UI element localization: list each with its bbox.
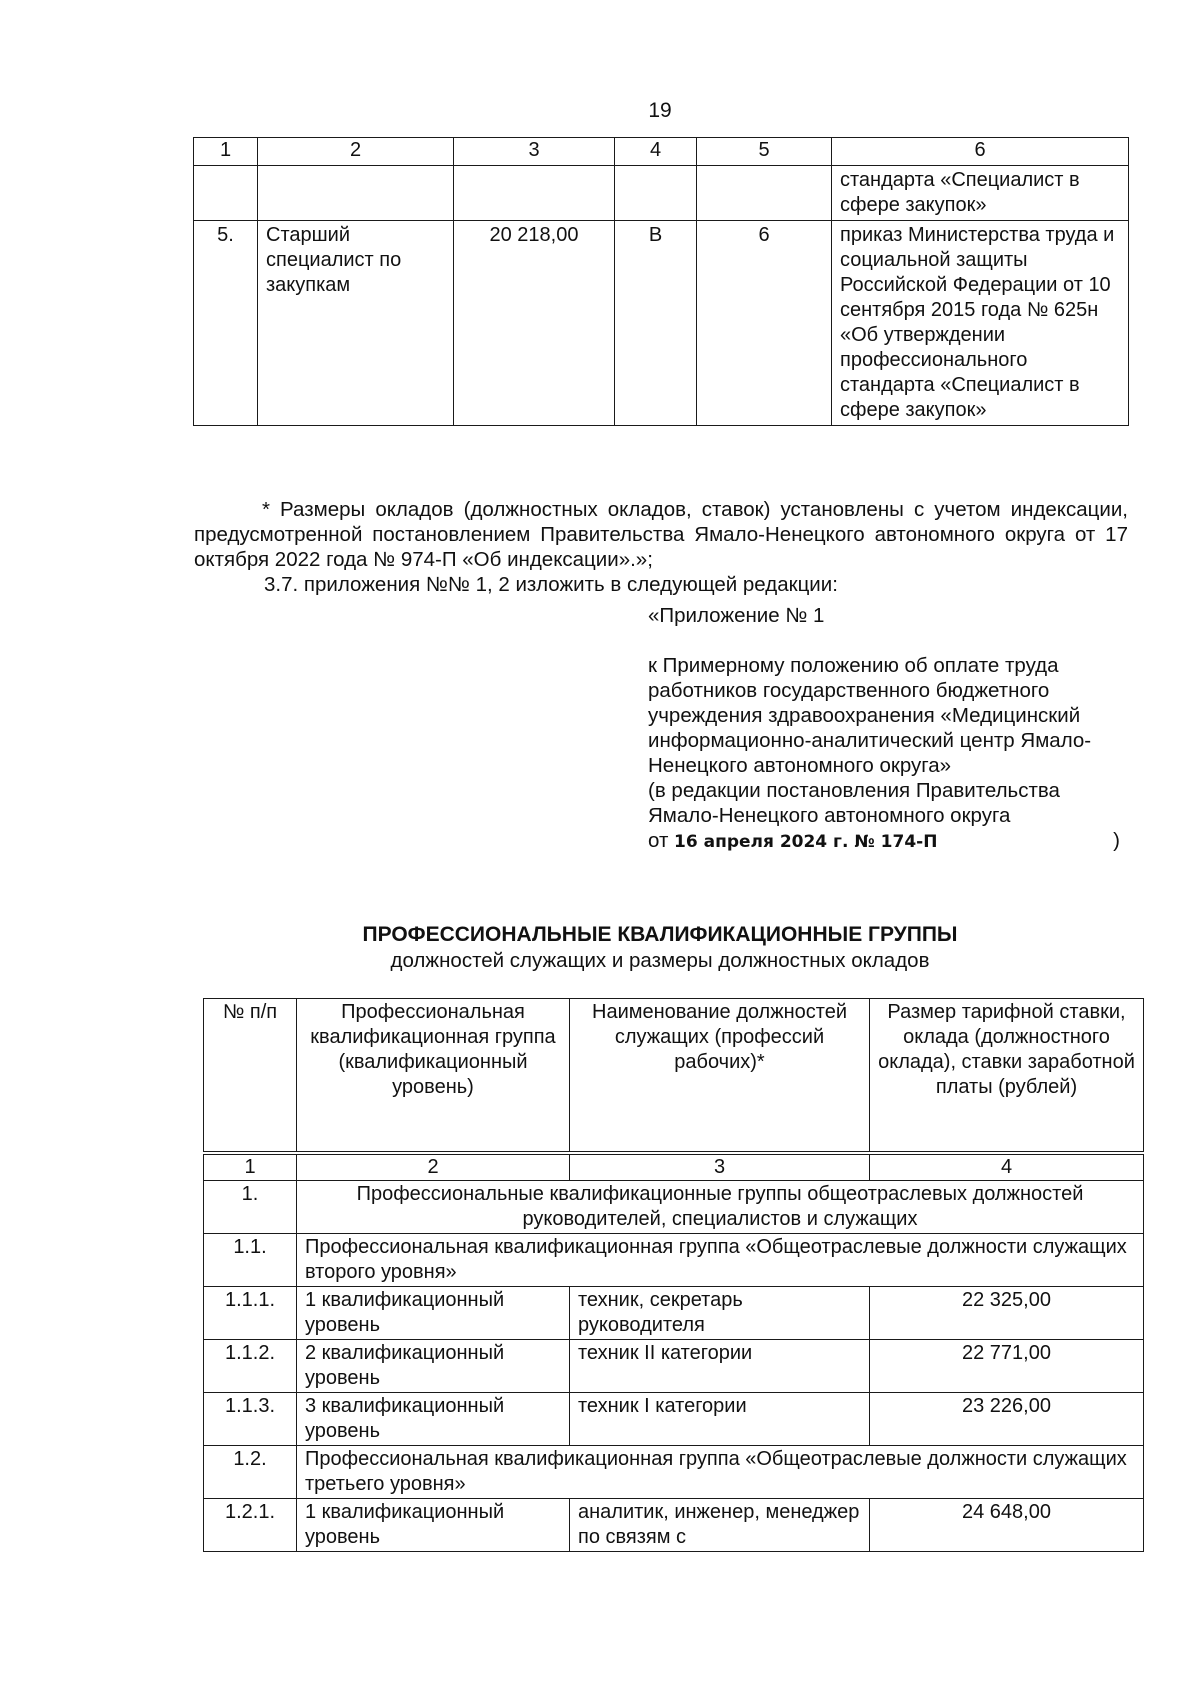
row-number: 1.1.2. — [204, 1340, 297, 1393]
group-row — [204, 1234, 1144, 1287]
group-title: Профессиональная квалификационная группа «Общеотраслевые должности служащих третьего уровня» — [297, 1446, 1144, 1499]
row-number: 5. — [194, 221, 258, 426]
appendix-header — [648, 603, 1128, 855]
qualification-value: 6 — [697, 221, 832, 426]
group-title: Профессиональная квалификационная группа «Общеотраслевые должности служащих второго уровня» — [297, 1234, 1144, 1287]
qualification-groups-table — [203, 998, 1144, 1552]
group-row — [204, 1446, 1144, 1499]
column-number: 2 — [258, 138, 454, 166]
section-heading — [200, 922, 1120, 974]
table-row — [204, 1340, 1144, 1393]
qualification-level: 3 квалификационный уровень — [297, 1393, 570, 1446]
closing-parenthesis: ) — [1113, 829, 1120, 852]
table-row — [204, 1393, 1144, 1446]
amendment-item: 3.7. приложения №№ 1, 2 изложить в следующей редакции: — [264, 573, 838, 596]
column-header: Наименование должностей служащих (профессий рабочих)* — [570, 999, 870, 1154]
positions-table — [193, 137, 1129, 426]
column-number: 1 — [194, 138, 258, 166]
group-number: 1.1. — [204, 1234, 297, 1287]
row-number: 1.2.1. — [204, 1499, 297, 1552]
appendix-reference: к Примерному положению об оплате труда работников государственного бюджетного учреждения здравоохранения «Медицинский информационно-аналитический центр Ямало-Ненецкого автономного округа» — [648, 654, 1092, 777]
table-header-row — [204, 999, 1144, 1154]
column-number: 6 — [832, 138, 1129, 166]
position-names: техник, секретарь руководителя — [570, 1287, 870, 1340]
qualification-level: 1 квалификационный уровень — [297, 1499, 570, 1552]
column-header: Размер тарифной ставки, оклада (должностного оклада), ставки заработной платы (рублей) — [870, 999, 1144, 1154]
appendix-date-line — [648, 828, 1128, 855]
appendix-title: «Приложение № 1 — [648, 604, 825, 627]
table-row — [194, 166, 1129, 221]
heading-subtitle: должностей служащих и размеры должностных окладов — [390, 949, 930, 972]
pay-value: 24 648,00 — [870, 1499, 1144, 1552]
position-names: техник II категории — [570, 1340, 870, 1393]
pay-value: 22 325,00 — [870, 1287, 1144, 1340]
column-number: 3 — [454, 138, 615, 166]
decree-date: 16 апреля 2024 г. № 174-П — [674, 832, 938, 852]
qualification-level: 1 квалификационный уровень — [297, 1287, 570, 1340]
date-prefix: от — [648, 829, 669, 852]
continuation-cell: стандарта «Специалист в сфере закупок» — [832, 166, 1129, 221]
basis-text: приказ Министерства труда и социальной защиты Российской Федерации от 10 сентября 2015 года № 625н «Об утверждении профессионального стандарта «Специалист в сфере закупок» — [832, 221, 1129, 426]
appendix-edition: (в редакции постановления Правительства Ямало-Ненецкого автономного округа — [648, 779, 1060, 827]
column-header: № п/п — [204, 999, 297, 1154]
footnote-block — [194, 497, 1128, 597]
pay-value: 22 771,00 — [870, 1340, 1144, 1393]
position-names: аналитик, инженер, менеджер по связям с — [570, 1499, 870, 1552]
pay-value: 23 226,00 — [870, 1393, 1144, 1446]
table-header-row — [194, 138, 1129, 166]
page-number: 19 — [648, 99, 672, 122]
column-number: 1 — [204, 1153, 297, 1181]
section-title: Профессиональные квалификационные группы общеотраслевых должностей руководителей, специалистов и служащих — [297, 1181, 1144, 1234]
column-header: Профессиональная квалификационная группа (квалификационный уровень) — [297, 999, 570, 1154]
level-value: В — [615, 221, 697, 426]
footnote-text: * Размеры окладов (должностных окладов, ставок) установлены с учетом индексации, предусмотренной постановлением Правительства Ямало-Ненецкого автономного округа от 17 октября 2022 года № 974-П «Об индексации».»; — [194, 498, 1128, 571]
table-row — [204, 1287, 1144, 1340]
table-row — [204, 1499, 1144, 1552]
column-number: 4 — [615, 138, 697, 166]
column-number: 2 — [297, 1153, 570, 1181]
row-number: 1.1.1. — [204, 1287, 297, 1340]
column-number: 3 — [570, 1153, 870, 1181]
qualification-level: 2 квалификационный уровень — [297, 1340, 570, 1393]
section-row — [204, 1181, 1144, 1234]
salary-value: 20 218,00 — [454, 221, 615, 426]
row-number: 1.1.3. — [204, 1393, 297, 1446]
column-number: 4 — [870, 1153, 1144, 1181]
section-number: 1. — [204, 1181, 297, 1234]
column-number-row — [204, 1153, 1144, 1181]
heading-title: ПРОФЕССИОНАЛЬНЫЕ КВАЛИФИКАЦИОННЫЕ ГРУППЫ — [362, 923, 958, 946]
column-number: 5 — [697, 138, 832, 166]
position-name: Старший специалист по закупкам — [258, 221, 454, 426]
group-number: 1.2. — [204, 1446, 297, 1499]
table-row — [194, 221, 1129, 426]
position-names: техник I категории — [570, 1393, 870, 1446]
